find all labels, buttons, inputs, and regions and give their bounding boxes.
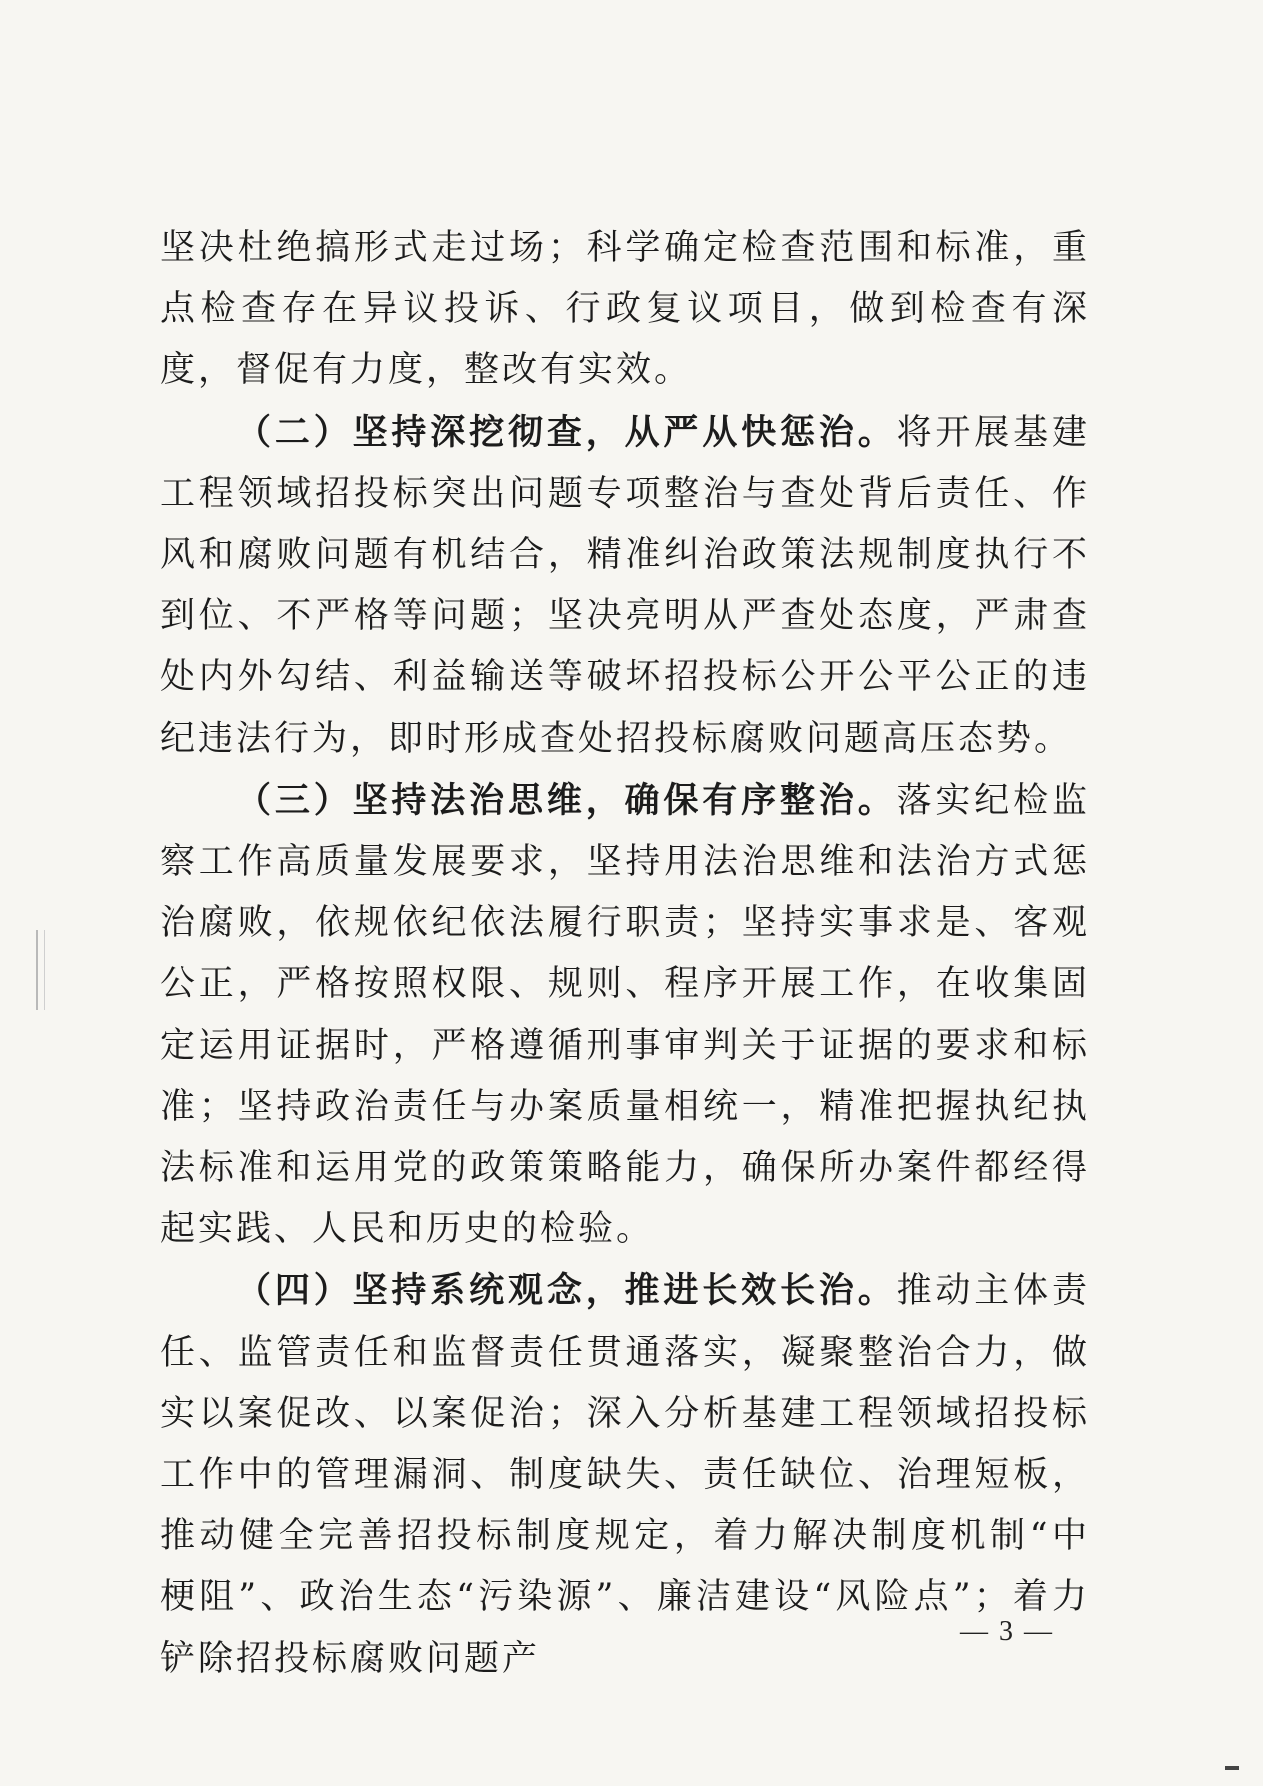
binding-mark xyxy=(36,930,45,1010)
paragraph-continuation xyxy=(160,218,1090,402)
section-heading: （三）坚持法治思维，确保有序整治。 xyxy=(236,779,897,821)
section-heading: （二）坚持深挖彻查，从严从快惩治。 xyxy=(236,411,897,453)
paragraph-text: 落实纪检监察工作高质量发展要求，坚持用法治思维和法治方式惩治腐败，依规依纪依法履行职责；坚持实事求是、客观公正，严格按照权限、规则、程序开展工作，在收集固定运用证据时，严格遵循刑事审判关于证据的要求和标准；坚持政治责任与办案质量相统一，精准把握执纪执法标准和运用党的政策策略能力，确保所办案件都经得起实践、人民和历史的检验。 xyxy=(160,780,1090,1250)
paragraph-text: 推动主体责任、监管责任和监督责任贯通落实，凝聚整治合力，做实以案促改、以案促治；深入分析基建工程领域招投标工作中的管理漏洞、制度缺失、责任缺位、治理短板，推动健全完善招投标制度规定，着力解决制度机制“中梗阻”、政治生态“污染源”、廉洁建设“风险点”；着力铲除招投标腐败问题产 xyxy=(160,1271,1090,1679)
paragraph-section-3 xyxy=(160,770,1090,1261)
section-heading: （四）坚持系统观念，推进长效长治。 xyxy=(236,1270,897,1312)
paragraph-section-2 xyxy=(160,402,1090,770)
paragraph-text: 坚决杜绝搞形式走过场；科学确定检查范围和标准，重点检查存在异议投诉、行政复议项目，做到检查有深度，督促有力度，整改有实效。 xyxy=(160,228,1090,391)
page-number: — 3 — xyxy=(960,1616,1054,1647)
document-body xyxy=(160,218,1090,1690)
paragraph-section-4 xyxy=(160,1260,1090,1689)
corner-mark xyxy=(1225,1766,1239,1770)
paragraph-text: 将开展基建工程领域招投标突出问题专项整治与查处背后责任、作风和腐败问题有机结合，精准纠治政策法规制度执行不到位、不严格等问题；坚决亮明从严查处态度，严肃查处内外勾结、利益输送等破坏招投标公开公平公正的违纪违法行为，即时形成查处招投标腐败问题高压态势。 xyxy=(160,412,1090,759)
